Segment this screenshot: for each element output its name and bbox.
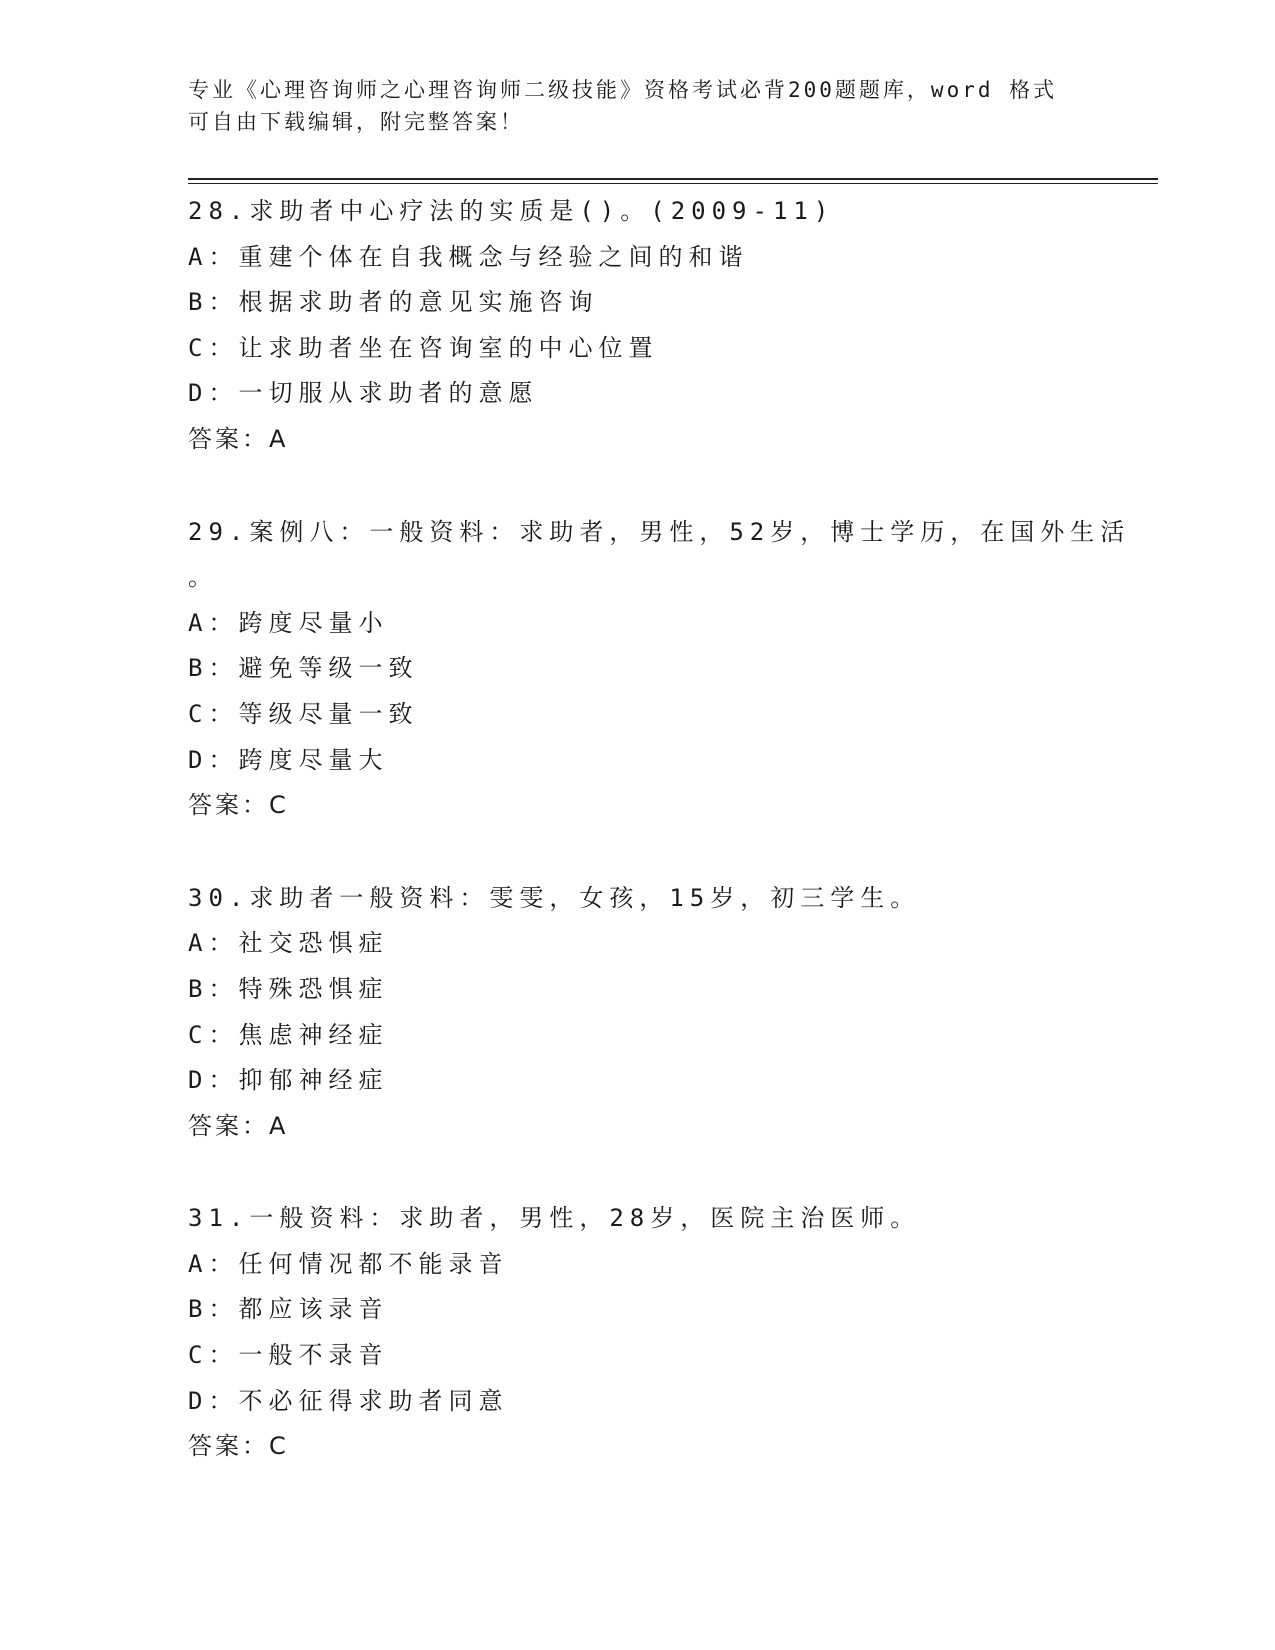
option-a: A：重建个体在自我概念与经验之间的和谐 — [188, 242, 749, 271]
question-31 — [188, 1196, 1088, 1470]
option-d: D：不必征得求助者同意 — [188, 1386, 509, 1415]
option-c: C：焦虑神经症 — [188, 1020, 389, 1049]
option-a: A：任何情况都不能录音 — [188, 1249, 509, 1278]
question-28 — [188, 189, 1088, 463]
question-text-continuation: 。 — [188, 563, 218, 592]
option-c: C：等级尽量一致 — [188, 699, 419, 728]
question-29 — [188, 510, 1131, 829]
option-b: B：特殊恐惧症 — [188, 974, 389, 1003]
option-b: B：都应该录音 — [188, 1295, 389, 1324]
question-text: 28.求助者中心疗法的实质是()。(2009-11) — [188, 197, 835, 225]
header-divider-thin — [188, 183, 1158, 184]
question-text: 30.求助者一般资料：雯雯，女孩，15岁，初三学生。 — [188, 883, 921, 912]
option-c: C：让求助者坐在咨询室的中心位置 — [188, 333, 659, 362]
option-a: A：社交恐惧症 — [188, 929, 389, 958]
question-30 — [188, 876, 1088, 1150]
document-header — [188, 74, 1068, 138]
question-text: 29.案例八：一般资料：求助者，男性，52岁，博士学历，在国外生活 — [188, 517, 1131, 546]
option-d: D：抑郁神经症 — [188, 1066, 389, 1095]
option-a: A：跨度尽量小 — [188, 608, 389, 637]
option-b: B：根据求助者的意见实施咨询 — [188, 288, 599, 317]
answer: 答案：A — [188, 424, 289, 453]
option-d: D：跨度尽量大 — [188, 745, 389, 774]
answer: 答案：A — [188, 1111, 289, 1140]
option-d: D：一切服从求助者的意愿 — [188, 379, 539, 408]
question-text: 31.一般资料：求助者，男性，28岁，医院主治医师。 — [188, 1204, 921, 1233]
header-line-2: 可自由下载编辑，附完整答案！ — [188, 110, 524, 134]
option-c: C：一般不录音 — [188, 1341, 389, 1370]
answer: 答案：C — [188, 1432, 289, 1461]
question-list — [188, 189, 1131, 1517]
header-divider-thick — [188, 178, 1158, 180]
header-line-1: 专业《心理咨询师之心理咨询师二级技能》资格考试必背200题题库，word 格式 — [188, 78, 1058, 102]
option-b: B：避免等级一致 — [188, 654, 419, 683]
answer: 答案：C — [188, 791, 289, 820]
